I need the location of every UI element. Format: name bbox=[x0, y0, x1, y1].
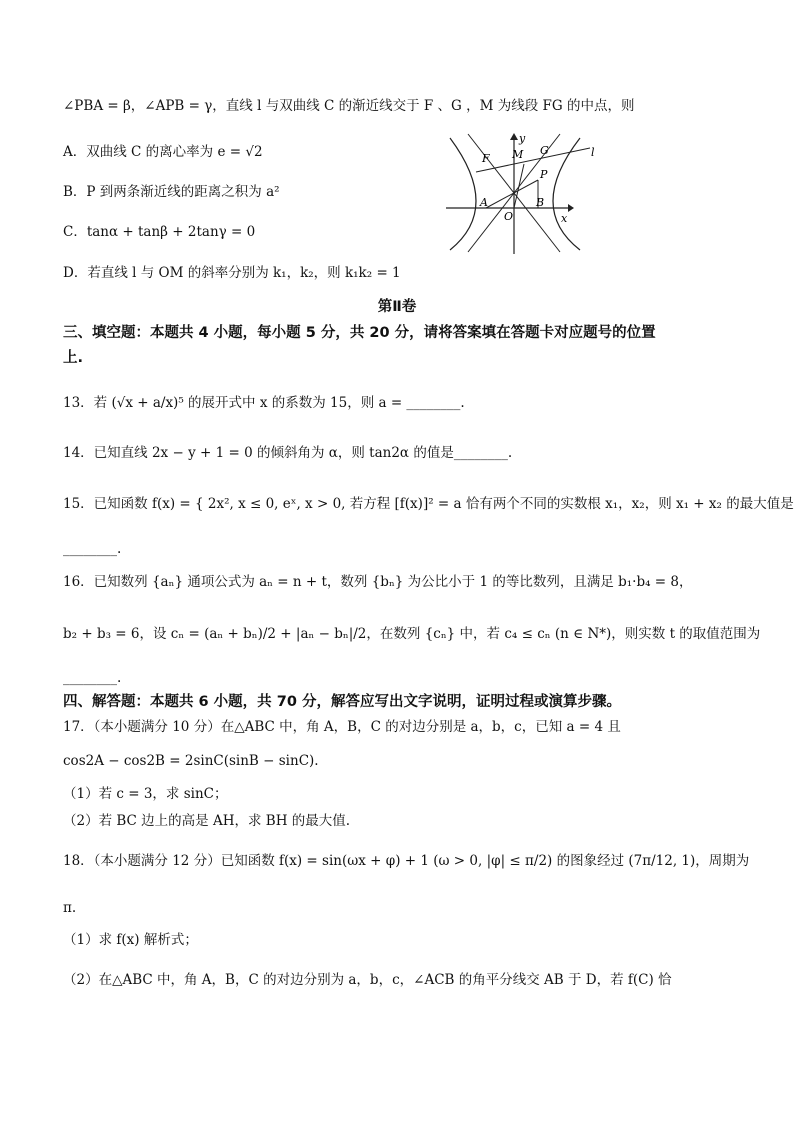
label-f: F bbox=[482, 152, 490, 165]
question-15-blank: ________. bbox=[63, 541, 122, 557]
section-4-heading: 四、解答题：本题共 6 小题，共 70 分，解答应写出文字说明，证明过程或演算步骤。 bbox=[63, 694, 621, 710]
label-p: P bbox=[540, 168, 548, 181]
question-14: 14．已知直线 2x − y + 1 = 0 的倾斜角为 α，则 tan2α 的值是________. bbox=[63, 445, 513, 461]
label-a: A bbox=[480, 196, 488, 209]
label-b: B bbox=[536, 196, 545, 209]
question-17-part-2: （2）若 BC 边上的高是 AH，求 BH 的最大值. bbox=[63, 813, 351, 829]
hyperbola-figure bbox=[440, 128, 610, 256]
question-17-condition: cos2A − cos2B = 2sinC(sinB − sinC). bbox=[63, 753, 319, 769]
question-16-blank: ________. bbox=[63, 670, 122, 686]
option-d: D．若直线 l 与 OM 的斜率分别为 k₁，k₂，则 k₁k₂ = 1 bbox=[63, 265, 401, 281]
x-axis-arrow bbox=[568, 204, 574, 212]
option-b: B．P 到两条渐近线的距离之积为 a² bbox=[63, 184, 280, 200]
label-g: G bbox=[540, 144, 549, 157]
question-16-line2: b₂ + b₃ = 6，设 cₙ = (aₙ + bₙ)/2 + |aₙ − bₙ|/2，在数列 {cₙ} 中，若 c₄ ≤ cₙ (n ∈ N*)，则实数 t 的取值范围为 bbox=[63, 626, 761, 642]
section-3-heading: 三、填空题：本题共 4 小题，每小题 5 分，共 20 分，请将答案填在答题卡对应题号的位置 bbox=[63, 325, 656, 341]
segment-om bbox=[514, 164, 524, 208]
question-18-part-2: （2）在△ABC 中，角 A，B，C 的对边分别为 a，b，c，∠ACB 的角平分线交 AB 于 D，若 f(C) 恰 bbox=[63, 972, 672, 988]
question-18: 18．（本小题满分 12 分）已知函数 f(x) = sin(ωx + φ) + 1 (ω > 0, |φ| ≤ π/2) 的图象经过 (7π/12, 1)，周期为 bbox=[63, 853, 750, 869]
option-c: C．tanα + tanβ + 2tanγ = 0 bbox=[63, 224, 256, 240]
label-o: O bbox=[504, 210, 514, 223]
question-18-part-1: （1）求 f(x) 解析式； bbox=[63, 932, 198, 948]
hyperbola-left-branch bbox=[450, 138, 476, 250]
y-axis-arrow bbox=[510, 133, 518, 140]
problem-12-stem-continued: ∠PBA = β，∠APB = γ，直线 l 与双曲线 C 的渐近线交于 F 、G ，M 为线段 FG 的中点，则 bbox=[63, 98, 635, 114]
label-l: l bbox=[591, 146, 595, 159]
option-a: A．双曲线 C 的离心率为 e = √2 bbox=[63, 144, 263, 160]
question-17: 17．（本小题满分 10 分）在△ABC 中，角 A，B，C 的对边分别是 a，b，c，已知 a = 4 且 bbox=[63, 719, 621, 735]
question-16: 16．已知数列 {aₙ} 通项公式为 aₙ = n + t，数列 {bₙ} 为公比小于 1 的等比数列，且满足 b₁·b₄ = 8， bbox=[63, 574, 693, 590]
question-15: 15．已知函数 f(x) = { 2x², x ≤ 0, eˣ, x > 0, 若方程 [f(x)]² = a 恰有两个不同的实数根 x₁，x₂，则 x₁ + x₂ 的最大值是 bbox=[63, 496, 794, 512]
question-18-cont: π. bbox=[63, 900, 77, 916]
label-m: M bbox=[512, 148, 524, 161]
section-3-heading-cont: 上. bbox=[63, 350, 84, 366]
label-y: y bbox=[519, 132, 526, 145]
question-13: 13．若 (√x + a/x)⁵ 的展开式中 x 的系数为 15，则 a = ________. bbox=[63, 395, 465, 411]
segment-ap bbox=[486, 180, 538, 208]
part-ii-title: 第Ⅱ卷 bbox=[377, 299, 417, 315]
question-17-part-1: （1）若 c = 3，求 sinC； bbox=[63, 786, 228, 802]
label-x: x bbox=[561, 212, 568, 225]
